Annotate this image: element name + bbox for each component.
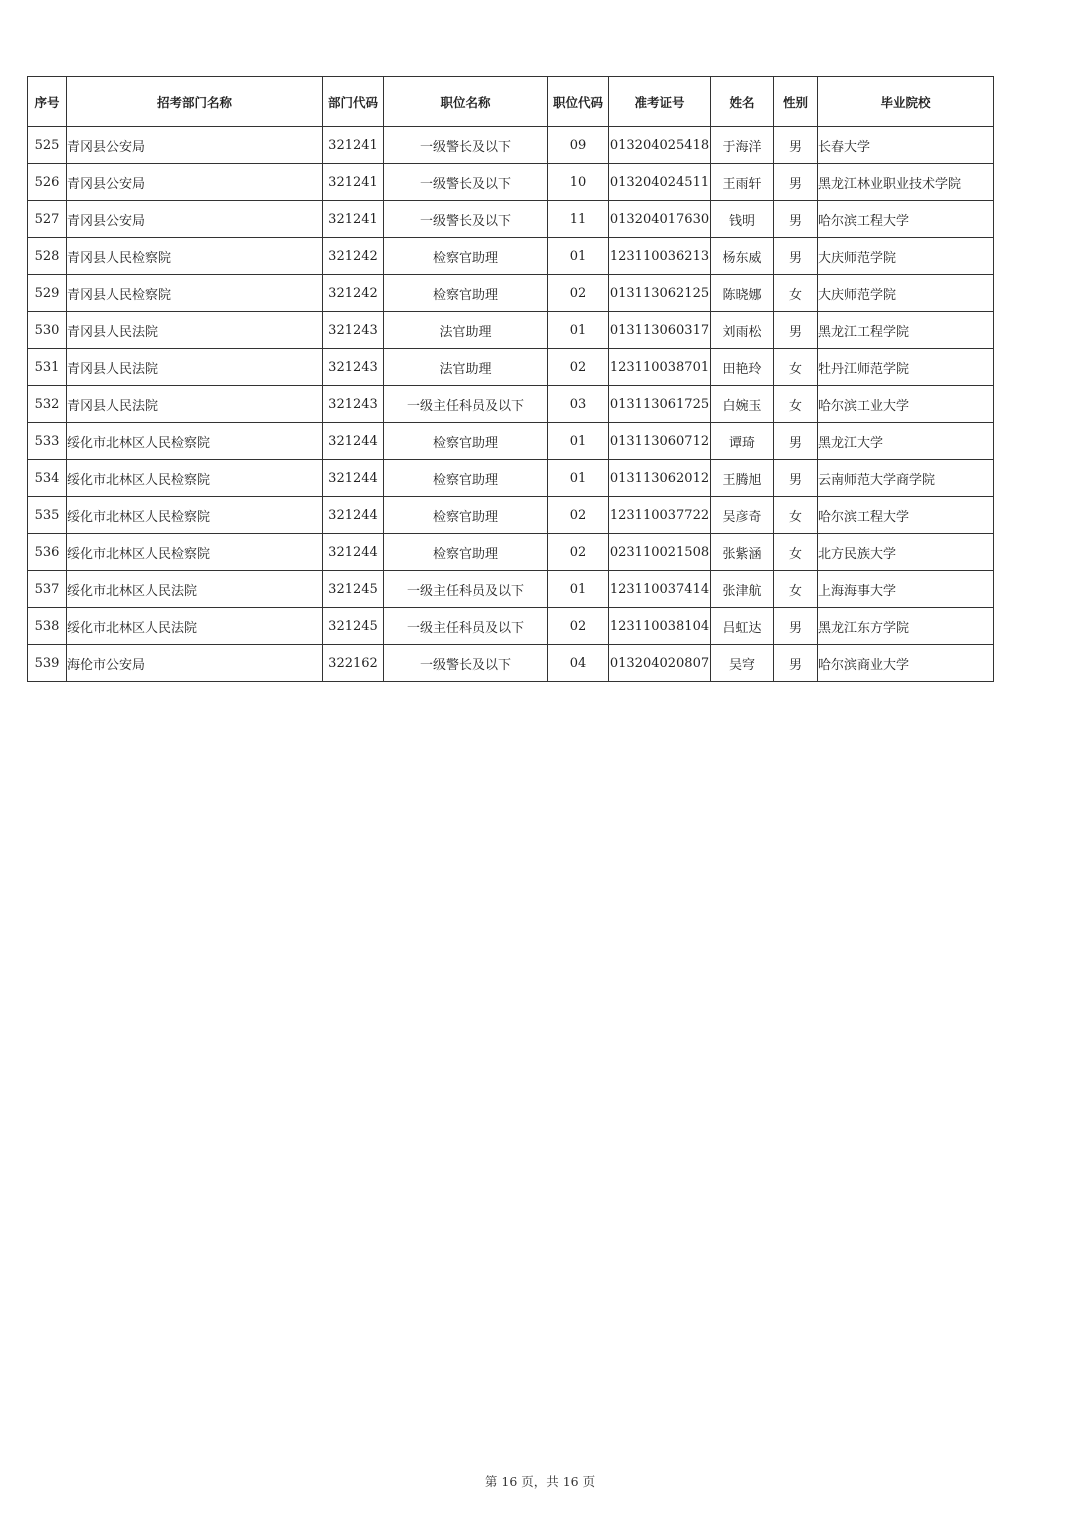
table-row [28,312,994,349]
cell-department: 青冈县公安局 [67,201,323,238]
cell-department: 海伦市公安局 [67,645,323,682]
cell-name: 张津航 [711,571,774,608]
cell-seq: 535 [28,497,67,534]
header-cell-exam-id: 准考证号 [609,77,711,127]
table-row [28,127,994,164]
cell-position: 一级主任科员及以下 [384,386,548,423]
cell-gender: 男 [774,645,818,682]
cell-department: 青冈县公安局 [67,164,323,201]
cell-name: 张紫涵 [711,534,774,571]
cell-position-code: 04 [548,645,609,682]
cell-name: 谭琦 [711,423,774,460]
cell-position: 检察官助理 [384,534,548,571]
cell-position: 一级主任科员及以下 [384,608,548,645]
cell-seq: 534 [28,460,67,497]
cell-exam-id: 013204024511 [609,164,711,201]
cell-exam-id: 123110036213 [609,238,711,275]
cell-exam-id: 123110038104 [609,608,711,645]
table-row [28,386,994,423]
cell-seq: 533 [28,423,67,460]
cell-position: 一级主任科员及以下 [384,571,548,608]
cell-position-code: 09 [548,127,609,164]
cell-department-code: 321244 [323,423,384,460]
cell-department-code: 321245 [323,571,384,608]
cell-position-code: 02 [548,275,609,312]
cell-gender: 女 [774,349,818,386]
cell-position-code: 01 [548,238,609,275]
cell-name: 王雨轩 [711,164,774,201]
cell-gender: 女 [774,275,818,312]
cell-department: 青冈县人民检察院 [67,275,323,312]
cell-school: 云南师范大学商学院 [818,460,994,497]
table-row [28,571,994,608]
cell-exam-id: 123110038701 [609,349,711,386]
cell-position-code: 01 [548,423,609,460]
cell-position-code: 10 [548,164,609,201]
cell-exam-id: 013113060317 [609,312,711,349]
header-cell-school: 毕业院校 [818,77,994,127]
cell-school: 黑龙江大学 [818,423,994,460]
cell-department-code: 321241 [323,127,384,164]
cell-school: 哈尔滨商业大学 [818,645,994,682]
cell-exam-id: 013204025418 [609,127,711,164]
cell-school: 哈尔滨工业大学 [818,386,994,423]
cell-position-code: 02 [548,349,609,386]
cell-school: 上海海事大学 [818,571,994,608]
cell-department: 绥化市北林区人民检察院 [67,534,323,571]
cell-position: 检察官助理 [384,497,548,534]
cell-gender: 男 [774,127,818,164]
cell-school: 黑龙江工程学院 [818,312,994,349]
table-row [28,497,994,534]
cell-name: 吴彦奇 [711,497,774,534]
cell-gender: 男 [774,201,818,238]
cell-position-code: 11 [548,201,609,238]
cell-position-code: 03 [548,386,609,423]
cell-department-code: 321243 [323,386,384,423]
cell-position-code: 02 [548,497,609,534]
table-row [28,201,994,238]
cell-position: 一级警长及以下 [384,201,548,238]
cell-gender: 女 [774,386,818,423]
cell-name: 陈晓娜 [711,275,774,312]
cell-department: 青冈县人民法院 [67,349,323,386]
cell-name: 王腾旭 [711,460,774,497]
table-row [28,275,994,312]
cell-position: 检察官助理 [384,460,548,497]
cell-department-code: 321242 [323,275,384,312]
cell-department-code: 321244 [323,534,384,571]
page-footer: 第 16 页，共 16 页 [484,1474,596,1489]
cell-department: 青冈县公安局 [67,127,323,164]
cell-gender: 男 [774,312,818,349]
cell-exam-id: 013113060712 [609,423,711,460]
cell-seq: 532 [28,386,67,423]
cell-department-code: 321244 [323,460,384,497]
cell-school: 北方民族大学 [818,534,994,571]
cell-department: 青冈县人民检察院 [67,238,323,275]
cell-department: 绥化市北林区人民法院 [67,571,323,608]
header-cell-department: 招考部门名称 [67,77,323,127]
cell-department: 绥化市北林区人民检察院 [67,423,323,460]
header-cell-seq: 序号 [28,77,67,127]
cell-name: 杨东威 [711,238,774,275]
cell-school: 黑龙江东方学院 [818,608,994,645]
table-row [28,460,994,497]
cell-department: 绥化市北林区人民检察院 [67,497,323,534]
cell-position: 法官助理 [384,349,548,386]
cell-school: 哈尔滨工程大学 [818,497,994,534]
cell-exam-id: 013113062125 [609,275,711,312]
header-cell-name: 姓名 [711,77,774,127]
cell-gender: 男 [774,460,818,497]
cell-department-code: 322162 [323,645,384,682]
cell-position: 检察官助理 [384,275,548,312]
cell-exam-id: 023110021508 [609,534,711,571]
cell-position: 一级警长及以下 [384,127,548,164]
cell-school: 大庆师范学院 [818,238,994,275]
header-cell-position-code: 职位代码 [548,77,609,127]
cell-school: 牡丹江师范学院 [818,349,994,386]
cell-department-code: 321245 [323,608,384,645]
cell-name: 刘雨松 [711,312,774,349]
cell-name: 田艳玲 [711,349,774,386]
cell-department-code: 321241 [323,201,384,238]
cell-department: 绥化市北林区人民法院 [67,608,323,645]
cell-department: 青冈县人民法院 [67,312,323,349]
cell-department: 青冈县人民法院 [67,386,323,423]
cell-position: 一级警长及以下 [384,645,548,682]
cell-department-code: 321242 [323,238,384,275]
cell-exam-id: 123110037414 [609,571,711,608]
cell-position: 一级警长及以下 [384,164,548,201]
cell-name: 白婉玉 [711,386,774,423]
cell-gender: 男 [774,423,818,460]
cell-exam-id: 123110037722 [609,497,711,534]
cell-exam-id: 013204017630 [609,201,711,238]
table-row [28,645,994,682]
cell-name: 吕虹达 [711,608,774,645]
cell-position: 检察官助理 [384,238,548,275]
table-row [28,164,994,201]
cell-department-code: 321241 [323,164,384,201]
cell-position-code: 01 [548,571,609,608]
cell-seq: 525 [28,127,67,164]
cell-name: 钱明 [711,201,774,238]
cell-seq: 536 [28,534,67,571]
cell-seq: 526 [28,164,67,201]
table-row [28,423,994,460]
cell-department-code: 321244 [323,497,384,534]
cell-position: 检察官助理 [384,423,548,460]
header-cell-gender: 性别 [774,77,818,127]
cell-gender: 女 [774,497,818,534]
cell-seq: 537 [28,571,67,608]
cell-exam-id: 013204020807 [609,645,711,682]
cell-school: 黑龙江林业职业技术学院 [818,164,994,201]
cell-gender: 男 [774,238,818,275]
cell-department-code: 321243 [323,312,384,349]
table-header-row [28,77,994,127]
table-row [28,534,994,571]
cell-school: 大庆师范学院 [818,275,994,312]
candidate-table [27,76,994,682]
table-row [28,238,994,275]
cell-seq: 539 [28,645,67,682]
table-row [28,349,994,386]
cell-position-code: 02 [548,608,609,645]
cell-position: 法官助理 [384,312,548,349]
header-cell-department-code: 部门代码 [323,77,384,127]
cell-position-code: 01 [548,312,609,349]
cell-seq: 530 [28,312,67,349]
cell-seq: 527 [28,201,67,238]
table-body [28,127,994,682]
cell-gender: 女 [774,571,818,608]
header-cell-position: 职位名称 [384,77,548,127]
cell-seq: 528 [28,238,67,275]
cell-department-code: 321243 [323,349,384,386]
cell-school: 长春大学 [818,127,994,164]
table-row [28,608,994,645]
cell-position-code: 01 [548,460,609,497]
cell-gender: 女 [774,534,818,571]
cell-seq: 529 [28,275,67,312]
cell-seq: 531 [28,349,67,386]
cell-school: 哈尔滨工程大学 [818,201,994,238]
cell-department: 绥化市北林区人民检察院 [67,460,323,497]
cell-name: 吴穹 [711,645,774,682]
cell-seq: 538 [28,608,67,645]
cell-gender: 男 [774,608,818,645]
cell-exam-id: 013113061725 [609,386,711,423]
cell-exam-id: 013113062012 [609,460,711,497]
cell-gender: 男 [774,164,818,201]
cell-position-code: 02 [548,534,609,571]
cell-name: 于海洋 [711,127,774,164]
